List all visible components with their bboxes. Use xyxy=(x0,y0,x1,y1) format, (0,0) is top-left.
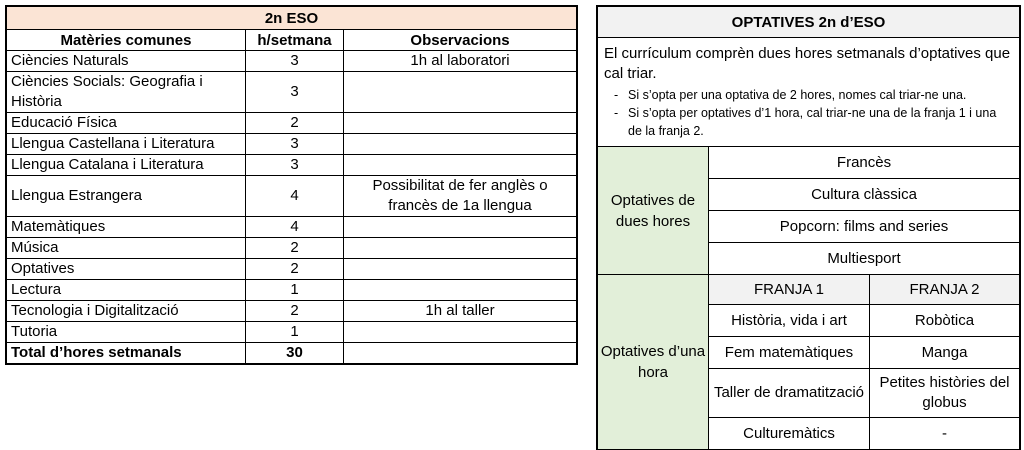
table-title: 2n ESO xyxy=(7,7,577,30)
hours-cell: 3 xyxy=(246,134,344,155)
table-row xyxy=(7,259,577,280)
subject-cell: Música xyxy=(7,238,246,259)
table-row xyxy=(7,280,577,301)
hours-cell: 1 xyxy=(246,280,344,301)
two-hour-option: Multiesport xyxy=(709,243,1020,275)
table-row xyxy=(7,155,577,176)
subject-cell: Llengua Catalana i Literatura xyxy=(7,155,246,176)
franja-1-option: Història, vida i art xyxy=(709,305,870,337)
header-observations: Observacions xyxy=(344,30,577,51)
table-row xyxy=(7,176,577,217)
hours-cell: 2 xyxy=(246,259,344,280)
hours-cell: 3 xyxy=(246,72,344,113)
observation-cell xyxy=(344,134,577,155)
subject-cell: Lectura xyxy=(7,280,246,301)
franja-1-option: Culturemàtics xyxy=(709,418,870,450)
franja-1-option: Fem matemàtiques xyxy=(709,337,870,369)
hours-cell: 3 xyxy=(246,155,344,176)
hours-cell: 2 xyxy=(246,301,344,322)
electives-description xyxy=(598,38,1020,147)
observation-cell xyxy=(344,72,577,113)
observation-cell xyxy=(344,259,577,280)
table-row xyxy=(7,72,577,113)
total-label: Total d’hores setmanals xyxy=(7,343,246,364)
one-hour-group-label: Optatives d’una hora xyxy=(598,275,709,450)
observation-cell xyxy=(344,217,577,238)
franja-2-option: Robòtica xyxy=(870,305,1020,337)
subject-cell: Llengua Estrangera xyxy=(7,176,246,217)
hours-cell: 4 xyxy=(246,176,344,217)
two-hour-option: Cultura clàssica xyxy=(709,179,1020,211)
hours-cell: 3 xyxy=(246,51,344,72)
subject-cell: Ciències Socials: Geografia i Història xyxy=(7,72,246,113)
table-row xyxy=(7,51,577,72)
subject-cell: Ciències Naturals xyxy=(7,51,246,72)
hours-cell: 2 xyxy=(246,238,344,259)
franja-1-option: Taller de dramatització xyxy=(709,369,870,418)
total-empty xyxy=(344,343,577,364)
hours-cell: 1 xyxy=(246,322,344,343)
franja-2-option: Manga xyxy=(870,337,1020,369)
subject-cell: Optatives xyxy=(7,259,246,280)
subject-cell: Llengua Castellana i Literatura xyxy=(7,134,246,155)
subject-cell: Tutoria xyxy=(7,322,246,343)
hours-cell: 4 xyxy=(246,217,344,238)
franja-1-header: FRANJA 1 xyxy=(709,275,870,305)
table-row xyxy=(7,134,577,155)
two-hour-option: Francès xyxy=(709,147,1020,179)
header-hours: h/setmana xyxy=(246,30,344,51)
franja-2-header: FRANJA 2 xyxy=(870,275,1020,305)
header-subjects: Matèries comunes xyxy=(7,30,246,51)
table-row xyxy=(7,113,577,134)
rule-item: - Si s’opta per optatives d’1 hora, cal triar-ne una de la franja 1 i una de la franja 2. xyxy=(628,104,1013,140)
table-row xyxy=(7,217,577,238)
observation-cell xyxy=(344,280,577,301)
intro-text: El currículum comprèn dues hores setmanals d’optatives que cal triar. xyxy=(604,45,1011,82)
subjects-table xyxy=(6,6,577,364)
table-row xyxy=(7,322,577,343)
subject-cell: Educació Física xyxy=(7,113,246,134)
observation-cell xyxy=(344,155,577,176)
two-hour-option: Popcorn: films and series xyxy=(709,211,1020,243)
hours-cell: 2 xyxy=(246,113,344,134)
total-hours: 30 xyxy=(246,343,344,364)
subject-cell: Tecnologia i Digitalització xyxy=(7,301,246,322)
observation-cell: 1h al taller xyxy=(344,301,577,322)
electives-table xyxy=(597,6,1020,450)
electives-title: OPTATIVES 2n d’ESO xyxy=(598,7,1020,38)
observation-cell xyxy=(344,238,577,259)
observation-cell: 1h al laboratori xyxy=(344,51,577,72)
rules-list xyxy=(604,86,1013,140)
table-row xyxy=(7,238,577,259)
observation-cell xyxy=(344,322,577,343)
franja-2-option: - xyxy=(870,418,1020,450)
two-hour-group-label: Optatives de dues hores xyxy=(598,147,709,275)
observation-cell: Possibilitat de fer anglès o francès de 1a llengua xyxy=(344,176,577,217)
rule-item: - Si s’opta per una optativa de 2 hores, nomes cal triar-ne una. xyxy=(628,86,1013,104)
table-row xyxy=(7,301,577,322)
observation-cell xyxy=(344,113,577,134)
franja-2-option: Petites històries del globus xyxy=(870,369,1020,418)
subject-cell: Matemàtiques xyxy=(7,217,246,238)
total-row xyxy=(7,343,577,364)
